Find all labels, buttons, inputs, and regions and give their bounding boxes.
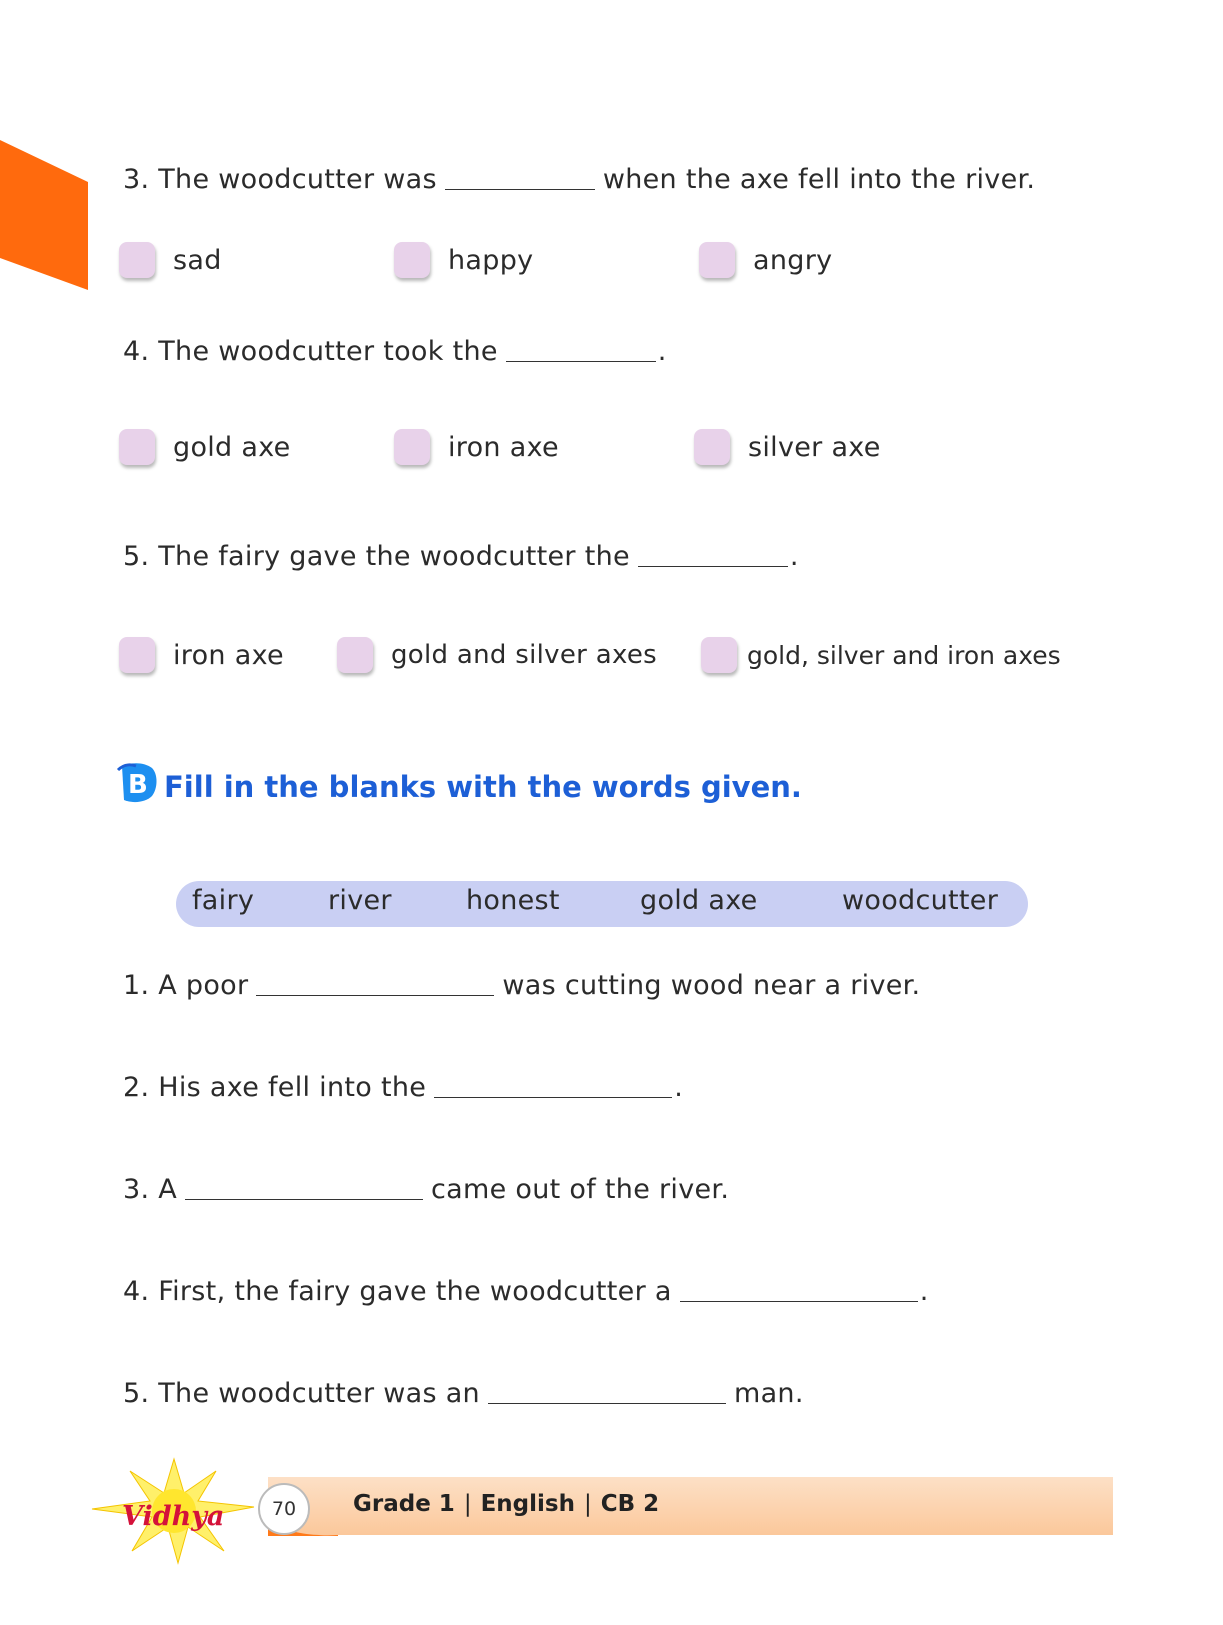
option-label: gold, silver and iron axes: [747, 640, 1061, 670]
sentence-4-text-after: .: [919, 1276, 929, 1307]
option-label: gold axe: [173, 431, 291, 463]
fill-sentence-5: [123, 1378, 804, 1409]
fill-sentence-2: [123, 1072, 683, 1103]
q5-option-gold-and-silver-axes[interactable]: [337, 637, 657, 673]
q3-option-angry[interactable]: [699, 242, 832, 278]
sentence-5-blank[interactable]: [488, 1402, 726, 1404]
word-bank-item: fairy: [192, 885, 255, 916]
question-3-line: [123, 164, 1035, 195]
footer-grade: Grade 1: [353, 1491, 455, 1517]
sentence-1-text-before: 1. A poor: [123, 970, 249, 1001]
option-label: happy: [448, 244, 534, 276]
question-5-line: [123, 541, 799, 572]
sentence-5-text-before: 5. The woodcutter was an: [123, 1378, 480, 1409]
sentence-2-text-after: .: [674, 1072, 684, 1103]
sentence-3-text-after: came out of the river.: [431, 1174, 730, 1205]
sentence-4-text-before: 4. First, the fairy gave the woodcutter a: [123, 1276, 672, 1307]
q5-option-gold-silver-and-iron-axes[interactable]: [701, 637, 1061, 673]
sentence-4-blank[interactable]: [680, 1300, 918, 1302]
q4-option-silver-axe[interactable]: [694, 429, 881, 465]
question-4-blank: [506, 360, 656, 362]
sentence-1-blank[interactable]: [256, 994, 494, 996]
q3-option-sad[interactable]: [119, 242, 222, 278]
footer-separator: |: [463, 1491, 472, 1517]
q3-option-happy[interactable]: [394, 242, 533, 278]
footer-subject: English: [480, 1491, 575, 1517]
checkbox[interactable]: [119, 242, 155, 278]
vidhya-logo-text: Vidhya: [122, 1501, 225, 1532]
question-3-text-after: when the axe fell into the river.: [602, 164, 1036, 195]
sentence-1-text-after: was cutting wood near a river.: [502, 970, 921, 1001]
word-bank-item: river: [328, 885, 392, 916]
checkbox[interactable]: [119, 429, 155, 465]
checkbox[interactable]: [694, 429, 730, 465]
corner-tab-decoration: [0, 140, 90, 290]
checkbox[interactable]: [701, 637, 737, 673]
sentence-3-text-before: 3. A: [123, 1174, 178, 1205]
option-label: iron axe: [448, 431, 559, 463]
sentence-2-blank[interactable]: [434, 1096, 672, 1098]
checkbox[interactable]: [394, 429, 430, 465]
checkbox[interactable]: [337, 637, 373, 673]
sentence-2-text-before: 2. His axe fell into the: [123, 1072, 427, 1103]
vidhya-logo: [88, 1455, 260, 1567]
question-4-text-after: .: [657, 336, 667, 367]
word-bank: [176, 881, 1028, 927]
fill-sentence-3: [123, 1174, 729, 1205]
question-4-text-before: 4. The woodcutter took the: [123, 336, 498, 367]
sentence-3-blank[interactable]: [185, 1198, 423, 1200]
option-label: gold and silver axes: [391, 640, 657, 670]
option-label: iron axe: [173, 639, 284, 671]
option-label: silver axe: [748, 431, 881, 463]
question-3-blank: [445, 188, 595, 190]
word-bank-item: gold axe: [640, 885, 758, 916]
word-bank-item: honest: [466, 885, 560, 916]
question-3-text-before: 3. The woodcutter was: [123, 164, 437, 195]
footer-separator: |: [583, 1491, 592, 1517]
fill-sentence-4: [123, 1276, 929, 1307]
footer-text: [353, 1491, 659, 1517]
section-b-badge-letter: B: [128, 770, 148, 800]
section-b-badge-icon: [114, 760, 160, 806]
question-5-blank: [638, 565, 788, 567]
fill-sentence-1: [123, 970, 920, 1001]
sentence-5-text-after: man.: [733, 1378, 804, 1409]
question-5-text-after: .: [789, 541, 799, 572]
checkbox[interactable]: [394, 242, 430, 278]
question-5-text-before: 5. The fairy gave the woodcutter the: [123, 541, 630, 572]
footer-book: CB 2: [600, 1491, 660, 1517]
page-number: 70: [258, 1483, 310, 1535]
checkbox[interactable]: [699, 242, 735, 278]
q4-option-iron-axe[interactable]: [394, 429, 559, 465]
q4-option-gold-axe[interactable]: [119, 429, 291, 465]
option-label: sad: [173, 244, 222, 276]
word-bank-item: woodcutter: [842, 885, 999, 916]
q5-option-iron-axe[interactable]: [119, 637, 284, 673]
checkbox[interactable]: [119, 637, 155, 673]
section-b-title: Fill in the blanks with the words given.: [164, 770, 802, 804]
question-4-line: [123, 336, 667, 367]
option-label: angry: [753, 244, 833, 276]
